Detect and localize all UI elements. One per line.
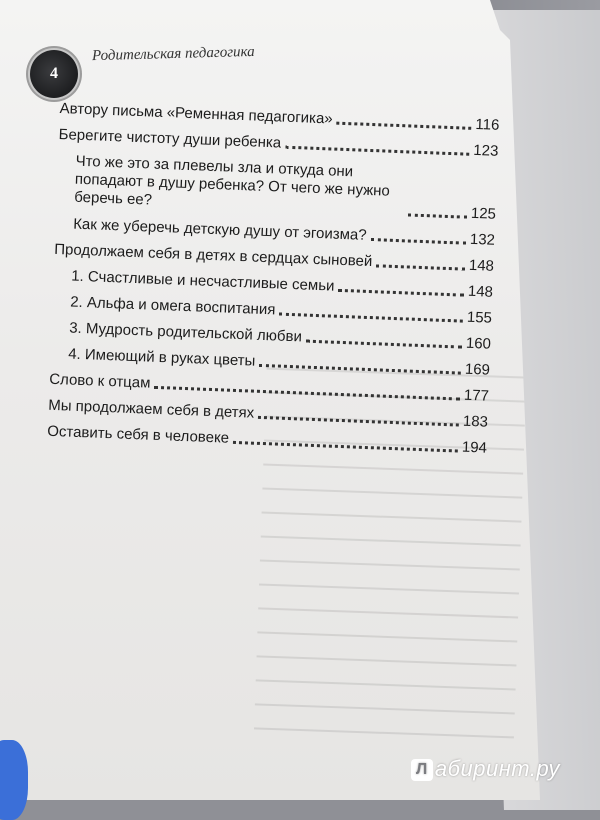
leader-dots (370, 238, 465, 245)
toc-entry-title: Автору письма «Ременная педагогика» (59, 100, 334, 128)
toc-entry-page: 123 (473, 141, 499, 160)
toc-entry-page: 116 (475, 115, 500, 134)
page-header (0, 0, 600, 110)
leader-dots (285, 146, 469, 156)
toc-entry-title: 2. Альфа и омега воспитания (69, 293, 276, 319)
leader-dots (233, 441, 458, 453)
toc-entry-page: 155 (466, 308, 493, 327)
toc-entry (56, 152, 498, 223)
toc-entry-page: 169 (464, 360, 491, 379)
leader-dots (336, 122, 471, 130)
toc-entry-title: 4. Имеющий в руках цветы (67, 345, 256, 370)
leader-dots (279, 313, 463, 323)
toc-entry-title: Продолжаем себя в детях в сердцах сыновей (53, 240, 373, 271)
toc-entry-title: Слово к отцам (48, 370, 151, 392)
watermark (411, 756, 560, 782)
leader-dots (154, 386, 460, 401)
toc-entry-title: 3. Мудрость родительской любви (68, 319, 303, 346)
toc-entry-title: Как же уберечь детскую душу от эгоизма? (72, 215, 367, 244)
leader-dots (306, 340, 462, 349)
table-of-contents (47, 100, 500, 466)
leader-dots (259, 364, 461, 375)
watermark-text: абиринт.ру (434, 756, 560, 781)
toc-entry-title: 1. Счастливые и несчастливые семьи (70, 267, 335, 295)
toc-entry-page: 132 (469, 230, 496, 249)
leader-dots (258, 416, 459, 427)
toc-entry-title: Что же это за плевелы зла и откуда они попадают в душу ребенка? От чего же нужно беречь ее? (73, 152, 391, 209)
finger (0, 740, 28, 820)
toc-entry-title: Мы продолжаем себя в детях (47, 396, 255, 422)
labirint-logo-icon: Л (411, 759, 433, 781)
leader-dots (338, 289, 464, 297)
toc-entry-page: 148 (467, 282, 494, 301)
toc-entry-page: 194 (461, 438, 488, 457)
page-number-badge: 4 (30, 50, 78, 98)
running-head: Родительская педагогика (91, 43, 255, 65)
toc-entry-title: Берегите чистоту души ребенка (58, 125, 282, 152)
toc-entry-page: 177 (463, 386, 490, 405)
leader-dots (376, 264, 465, 270)
toc-entry-page: 183 (462, 412, 489, 431)
toc-entry-page: 125 (470, 204, 497, 223)
toc-entry-title: Оставить себя в человеке (46, 422, 230, 447)
leader-dots (408, 213, 467, 218)
toc-entry-page: 160 (465, 334, 492, 353)
toc-entry-page: 148 (468, 256, 495, 275)
